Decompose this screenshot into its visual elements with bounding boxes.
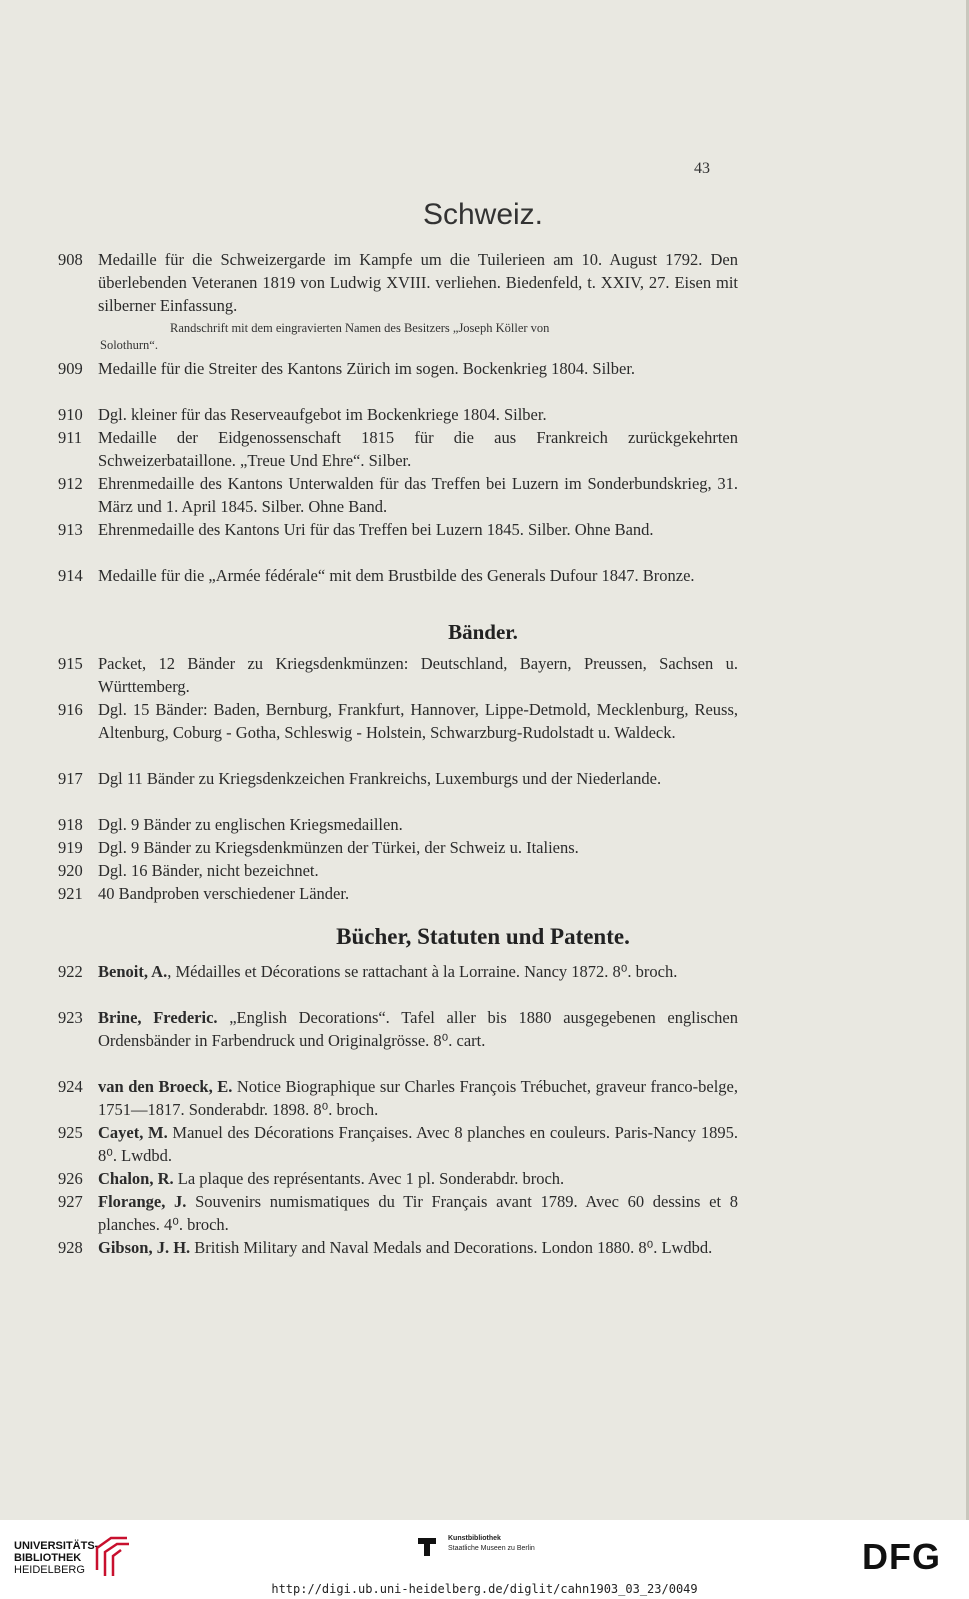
entry-914	[58, 564, 738, 587]
entry-number: 916	[58, 700, 83, 719]
heading-buecher: Bücher, Statuten und Patente.	[336, 924, 630, 949]
entry-number: 927	[58, 1192, 83, 1211]
entry-text: Dgl. 15 Bänder: Baden, Bernburg, Frankfurt, Hannover, Lippe-Detmold, Mecklenburg, Reuss, Altenburg, Coburg - Gotha, Schleswig - Holstein, Schwarzburg-Rudolstadt u. Waldeck.	[98, 700, 738, 742]
entry-text: Medaille für die „Armée fédérale“ mit dem Brustbilde des Generals Dufour 1847. Bronze.	[98, 566, 695, 585]
note-908	[100, 320, 740, 354]
entry-number: 908	[58, 250, 83, 269]
entry-920	[58, 859, 738, 882]
entry-body	[98, 1190, 738, 1236]
entry-text: Medaille der Eidgenossenschaft 1815 für die aus Frankreich zurückgekehrten Schweizerbataillone. „Treue Und Ehre“. Silber.	[98, 428, 738, 470]
entry-922	[58, 960, 738, 983]
kb-line: Kunstbibliothek	[448, 1535, 501, 1542]
entry-926	[58, 1167, 738, 1190]
entry-text: Manuel des Décorations Françaises. Avec 8 planches en couleurs. Paris-Nancy 1895. 8⁰. Lwdbd.	[98, 1123, 738, 1165]
entry-number: 911	[58, 428, 83, 447]
dfg-logo: DFG	[862, 1536, 941, 1577]
note-line: Randschrift mit dem eingravierten Namen des Besitzers „Joseph Köller von	[170, 321, 550, 335]
entry-908	[58, 248, 738, 317]
ub-heidelberg-logo-icon	[93, 1530, 133, 1580]
entry-text: British Military and Naval Medals and Decorations. London 1880. 8⁰. Lwdbd.	[190, 1238, 713, 1257]
entry-body	[98, 1236, 738, 1259]
entry-number: 909	[58, 359, 83, 378]
entry-916	[58, 698, 738, 744]
entry-author: Benoit, A.	[98, 962, 168, 981]
entry-body	[98, 1121, 738, 1167]
entry-text: Packet, 12 Bänder zu Kriegsdenkmünzen: Deutschland, Bayern, Preussen, Sachsen u. Württemberg.	[98, 654, 738, 696]
entry-text: Dgl. 9 Bänder zu Kriegsdenkmünzen der Türkei, der Schweiz u. Italiens.	[98, 838, 579, 857]
entry-author: Florange, J.	[98, 1192, 187, 1211]
entry-author: Gibson, J. H.	[98, 1238, 191, 1257]
entry-number: 913	[58, 520, 83, 539]
entry-number: 924	[58, 1077, 83, 1096]
entry-909	[58, 357, 738, 380]
entry-number: 912	[58, 474, 83, 493]
entry-text: 40 Bandproben verschiedener Länder.	[98, 884, 350, 903]
entry-body	[98, 1075, 738, 1121]
entry-number: 919	[58, 838, 83, 857]
entry-927	[58, 1190, 738, 1236]
kunstbibliothek-text	[448, 1534, 535, 1554]
entry-925	[58, 1121, 738, 1167]
entry-number: 928	[58, 1238, 83, 1257]
entry-912	[58, 472, 738, 518]
entry-number: 910	[58, 405, 83, 424]
ub-line: HEIDELBERG	[14, 1564, 85, 1576]
entry-number: 920	[58, 861, 83, 880]
entry-number: 921	[58, 884, 83, 903]
heading-baender: Bänder.	[448, 620, 518, 644]
entry-text: Dgl. kleiner für das Reserveaufgebot im Bockenkriege 1804. Silber.	[98, 405, 547, 424]
kb-line: Staatliche Museen zu Berlin	[448, 1545, 535, 1552]
entry-author: Chalon, R.	[98, 1169, 174, 1188]
entry-text: La plaque des représentants. Avec 1 pl. Sonderabdr. broch.	[173, 1169, 565, 1188]
entry-text: Dgl. 16 Bänder, nicht bezeichnet.	[98, 861, 319, 880]
entry-author: Brine, Frederic.	[98, 1008, 218, 1027]
ub-line: BIBLIOTHEK	[14, 1552, 82, 1564]
page-number: 43	[694, 160, 710, 177]
entry-917	[58, 767, 738, 790]
entry-918	[58, 813, 738, 836]
entry-911	[58, 426, 738, 472]
entry-text: Medaille für die Schweizergarde im Kampfe um die Tuilerieen am 10. August 1792. Den überlebenden Veteranen 1819 von Ludwig XVIII. verliehen. Biedenfeld, t. XXIV, 27. Eisen mit silberner Einfassung.	[98, 250, 738, 315]
entry-number: 915	[58, 654, 83, 673]
entry-body	[98, 1006, 738, 1052]
entry-text: Souvenirs numismatiques du Tir Français avant 1789. Avec 60 dessins et 8 planches. 4⁰. broch.	[98, 1192, 738, 1234]
entry-text: Medaille für die Streiter des Kantons Zürich im sogen. Bockenkrieg 1804. Silber.	[98, 359, 636, 378]
entry-body	[98, 960, 738, 983]
entry-number: 914	[58, 566, 83, 585]
entry-text: Ehrenmedaille des Kantons Unterwalden für das Treffen bei Luzern im Sonderbundskrieg, 31. März und 1. April 1845. Silber. Ohne Band.	[98, 474, 738, 516]
entry-928	[58, 1236, 738, 1259]
entry-text: „English Decorations“. Tafel aller bis 1880 ausgegebenen englischen Ordensbänder in Farbendruck und Originalgrösse. 8⁰. cart.	[98, 1008, 738, 1050]
entry-910	[58, 403, 738, 426]
entry-915	[58, 652, 738, 698]
ub-line: UNIVERSITÄTS-	[14, 1540, 99, 1552]
entry-text: Notice Biographique sur Charles François Trébuchet, graveur franco-belge, 1751—1817. Sonderabdr. 1898. 8⁰. broch.	[98, 1077, 738, 1119]
entry-921	[58, 882, 738, 905]
entry-number: 923	[58, 1008, 83, 1027]
entry-number: 918	[58, 815, 83, 834]
entry-body	[98, 1167, 738, 1190]
entry-author: van den Broeck, E.	[98, 1077, 233, 1096]
entry-number: 925	[58, 1123, 83, 1142]
heading-schweiz: Schweiz.	[422, 198, 544, 231]
entry-number: 922	[58, 962, 83, 981]
entry-author: Cayet, M.	[98, 1123, 168, 1142]
entry-913	[58, 518, 738, 541]
entry-923	[58, 1006, 738, 1052]
note-line: Solothurn“.	[100, 338, 158, 352]
ub-heidelberg-text	[14, 1540, 98, 1576]
entry-number: 917	[58, 769, 83, 788]
entry-text: Ehrenmedaille des Kantons Uri für das Treffen bei Luzern 1845. Silber. Ohne Band.	[98, 520, 654, 539]
entry-text: Dgl 11 Bänder zu Kriegsdenkzeichen Frankreichs, Luxemburgs und der Niederlande.	[98, 769, 662, 788]
entry-number: 926	[58, 1169, 83, 1188]
entry-text: , Médailles et Décorations se rattachant à la Lorraine. Nancy 1872. 8⁰. broch.	[167, 962, 678, 981]
source-url[interactable]: http://digi.ub.uni-heidelberg.de/diglit/cahn1903_03_23/0049	[271, 1582, 698, 1596]
footer-bar	[0, 1520, 969, 1599]
kunstbibliothek-logo-icon	[414, 1532, 442, 1560]
entry-924	[58, 1075, 738, 1121]
entry-text: Dgl. 9 Bänder zu englischen Kriegsmedaillen.	[98, 815, 403, 834]
entry-919	[58, 836, 738, 859]
